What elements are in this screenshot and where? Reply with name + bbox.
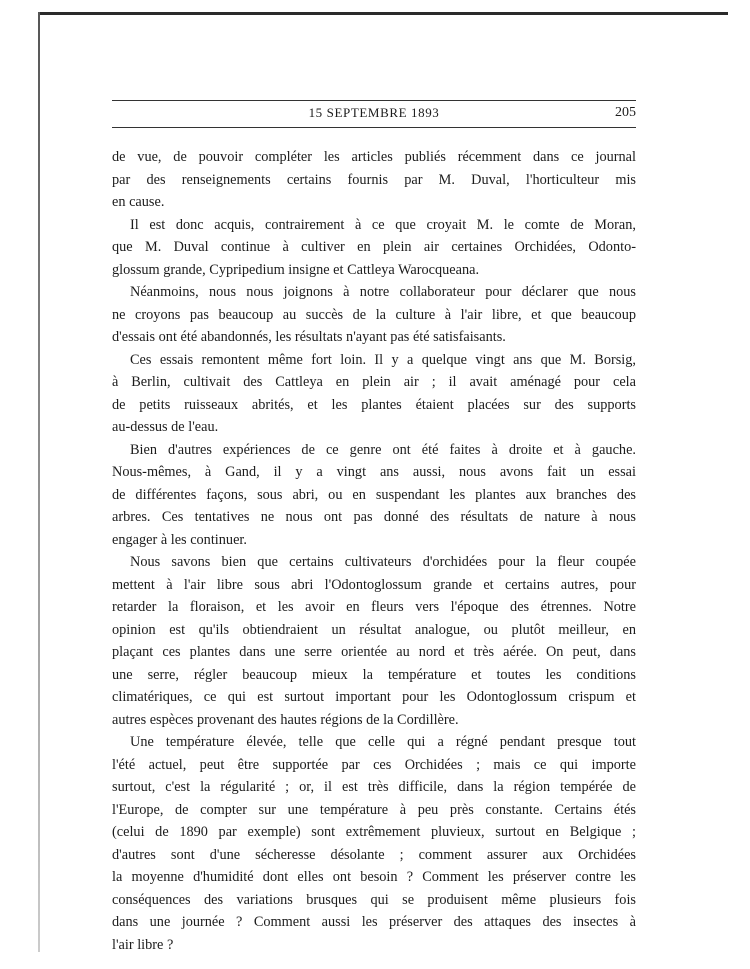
text-line: à Berlin, cultivait des Cattleya en plein air ; il avait aménagé pour cela <box>112 374 636 390</box>
text-line: Nous-mêmes, à Gand, il y a vingt ans aussi, nous avons fait un essai <box>112 464 636 480</box>
text-line: dans une journée ? Comment aussi les préserver des attaques des insectes à <box>112 914 636 930</box>
text-line: en cause. <box>112 194 165 210</box>
text-line: retarder la floraison, et les avoir en fleurs vers l'époque des étrennes. Notre <box>112 599 636 615</box>
text-line: par des renseignements certains fournis par M. Duval, l'horticulteur mis <box>112 171 636 188</box>
text-line: Bien d'autres expériences de ce genre ont été faites à droite et à gauche. <box>130 441 636 458</box>
text-line: de petits ruisseaux abrités, et les plantes étaient placées sur des supports <box>112 396 636 413</box>
text-line: de différentes façons, sous abri, ou en suspendant les plantes aux branches des <box>112 486 636 503</box>
text-line: l'air libre ? <box>112 936 174 953</box>
text-line: engager à les continuer. <box>112 531 247 548</box>
text-line: Nous savons bien que certains cultivateurs d'orchidées pour la fleur coupée <box>130 554 636 570</box>
text-line: mettent à l'air libre sous abri l'Odontoglossum grande et certains autres, pour <box>112 576 636 593</box>
page-number: 205 <box>615 105 636 120</box>
text-line: plaçant ces plantes dans une serre orientée au nord et très aérée. On peut, dans <box>112 644 636 660</box>
text-line: ne croyons pas beaucoup au succès de la culture à l'air libre, et que beaucoup <box>112 306 636 323</box>
text-line: Néanmoins, nous nous joignons à notre collaborateur pour déclarer que nous <box>130 284 636 300</box>
page <box>112 100 636 956</box>
text-line: d'essais ont été abandonnés, les résultats n'ayant pas été satisfaisants. <box>112 329 506 345</box>
text-line: de vue, de pouvoir compléter les articles publiés récemment dans ce journal <box>112 149 636 165</box>
text-line: l'été actuel, peut être supportée par ces Orchidées ; mais ce qui importe <box>112 756 636 773</box>
text-line: climatériques, ce qui est surtout important pour les Odontoglossum crispum et <box>112 689 636 705</box>
page-header <box>112 100 636 128</box>
text-line: au-dessus de l'eau. <box>112 419 219 435</box>
text-line: d'autres sont d'une sécheresse désolante ; comment assurer aux Orchidées <box>112 846 636 863</box>
scan-border-left <box>38 12 40 952</box>
text-line: une serre, régler beaucoup mieux la température et toutes les conditions <box>112 666 636 683</box>
text-line: Une température élevée, telle que celle qui a régné pendant presque tout <box>130 734 636 750</box>
text-line: Ces essais remontent même fort loin. Il y a quelque vingt ans que M. Borsig, <box>130 351 636 368</box>
scan-border-top <box>38 12 728 15</box>
text-line: surtout, c'est la régularité ; or, il est très difficile, dans la région tempérée de <box>112 779 636 795</box>
running-head: 15 SEPTEMBRE 1893 <box>308 105 440 120</box>
text-line: opinion est qu'ils obtiendraient un résultat analogue, ou plutôt meilleur, en <box>112 621 636 638</box>
text-line: la moyenne d'humidité dont elles ont besoin ? Comment les préserver contre les <box>112 869 636 885</box>
text-line: conséquences des variations brusques qui se produisent même plusieurs fois <box>112 891 636 908</box>
text-line: (celui de 1890 par exemple) sont extrêmement pluvieux, surtout en Belgique ; <box>112 824 636 840</box>
text-line: Il est donc acquis, contrairement à ce que croyait M. le comte de Moran, <box>130 216 636 233</box>
body-text <box>112 146 636 956</box>
text-line: arbres. Ces tentatives ne nous ont pas donné des résultats de nature à nous <box>112 509 636 525</box>
text-line: glossum grande, Cypripedium insigne et Cattleya Warocqueana. <box>112 261 480 278</box>
text-line: autres espèces provenant des hautes régions de la Cordillère. <box>112 711 459 728</box>
text-line: l'Europe, de compter sur une température à peu près constante. Certains étés <box>112 801 636 818</box>
text-line: que M. Duval continue à cultiver en plein air certaines Orchidées, Odonto- <box>112 239 636 255</box>
